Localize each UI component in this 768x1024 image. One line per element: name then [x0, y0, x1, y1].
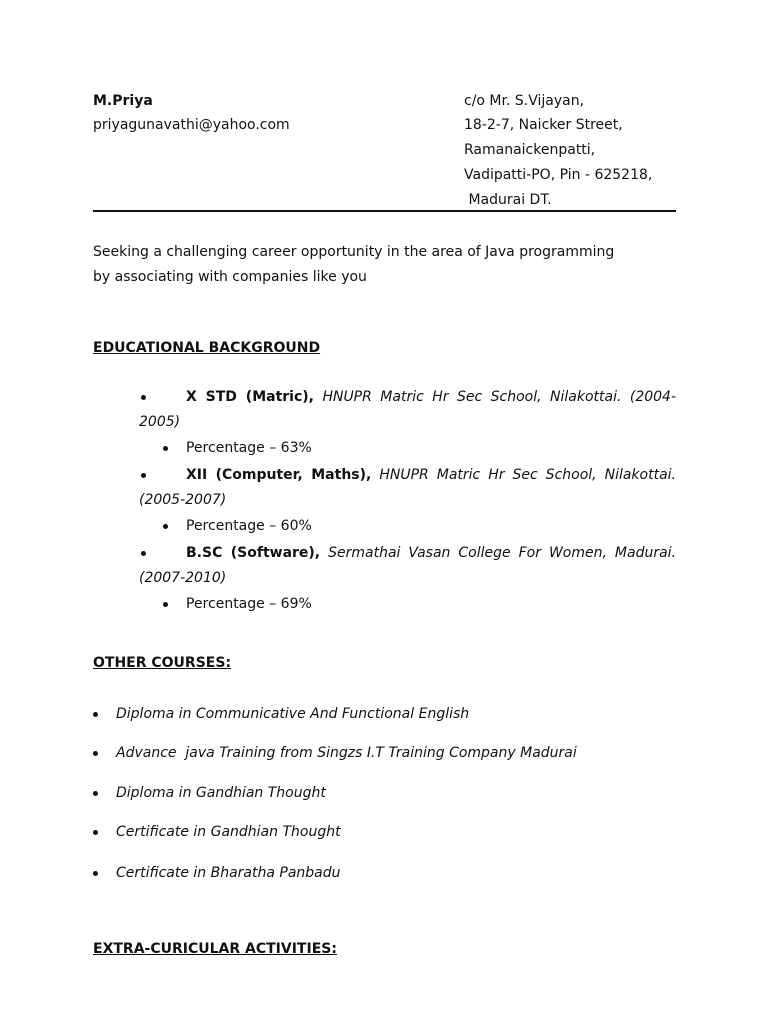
address-line: Vadipatti-PO, Pin - 625218,: [464, 167, 653, 183]
bullet-icon: [93, 830, 98, 835]
address-line: Ramanaickenpatti,: [464, 142, 596, 158]
bullet-icon: [93, 751, 98, 756]
objective-line: Seeking a challenging career opportunity in the area of Java programming: [93, 244, 615, 260]
course-item: Diploma in Gandhian Thought: [116, 785, 326, 801]
course-item: Certificate in Gandhian Thought: [116, 824, 341, 840]
candidate-name: M.Priya: [93, 93, 153, 109]
course-item: Certificate in Bharatha Panbadu: [116, 865, 341, 881]
course-item: Diploma in Communicative And Functional English: [116, 706, 470, 722]
education-entry: [139, 385, 676, 409]
education-heading: EDUCATIONAL BACKGROUND: [93, 340, 321, 356]
course-item: Advance java Training from Singzs I.T Training Company Madurai: [116, 745, 577, 761]
address-line: Madurai DT.: [464, 192, 552, 208]
bullet-icon: [163, 524, 168, 529]
extra-curricular-heading: EXTRA-CURICULAR ACTIVITIES:: [93, 941, 337, 957]
percentage: Percentage – 60%: [186, 518, 312, 534]
other-courses-heading: OTHER COURSES:: [93, 655, 232, 671]
bullet-icon: [93, 712, 98, 717]
education-entry: [139, 541, 676, 565]
institution: HNUPR Matric Hr Sec School, Nilakottai. (2004-: [322, 389, 676, 405]
address-line: 18-2-7, Naicker Street,: [464, 117, 623, 133]
institution: HNUPR Matric Hr Sec School, Nilakottai.: [379, 467, 676, 483]
address-line: c/o Mr. S.Vijayan,: [464, 93, 585, 109]
education-entry: [139, 463, 676, 487]
bullet-icon: [163, 602, 168, 607]
header-divider: [93, 210, 676, 212]
bullet-icon: [163, 446, 168, 451]
education-years: (2007-2010): [139, 570, 227, 586]
education-years: (2005-2007): [139, 492, 227, 508]
bullet-icon: [93, 791, 98, 796]
qualification: X STD (Matric),: [186, 389, 314, 405]
percentage: Percentage – 63%: [186, 440, 312, 456]
percentage: Percentage – 69%: [186, 596, 312, 612]
education-years: 2005): [139, 414, 181, 430]
bullet-icon: [93, 871, 98, 876]
qualification: B.SC (Software),: [186, 545, 321, 561]
qualification: XII (Computer, Maths),: [186, 467, 372, 483]
institution: Sermathai Vasan College For Women, Madurai.: [328, 545, 677, 561]
email-address: priyagunavathi@yahoo.com: [93, 117, 290, 133]
objective-line: by associating with companies like you: [93, 269, 367, 285]
